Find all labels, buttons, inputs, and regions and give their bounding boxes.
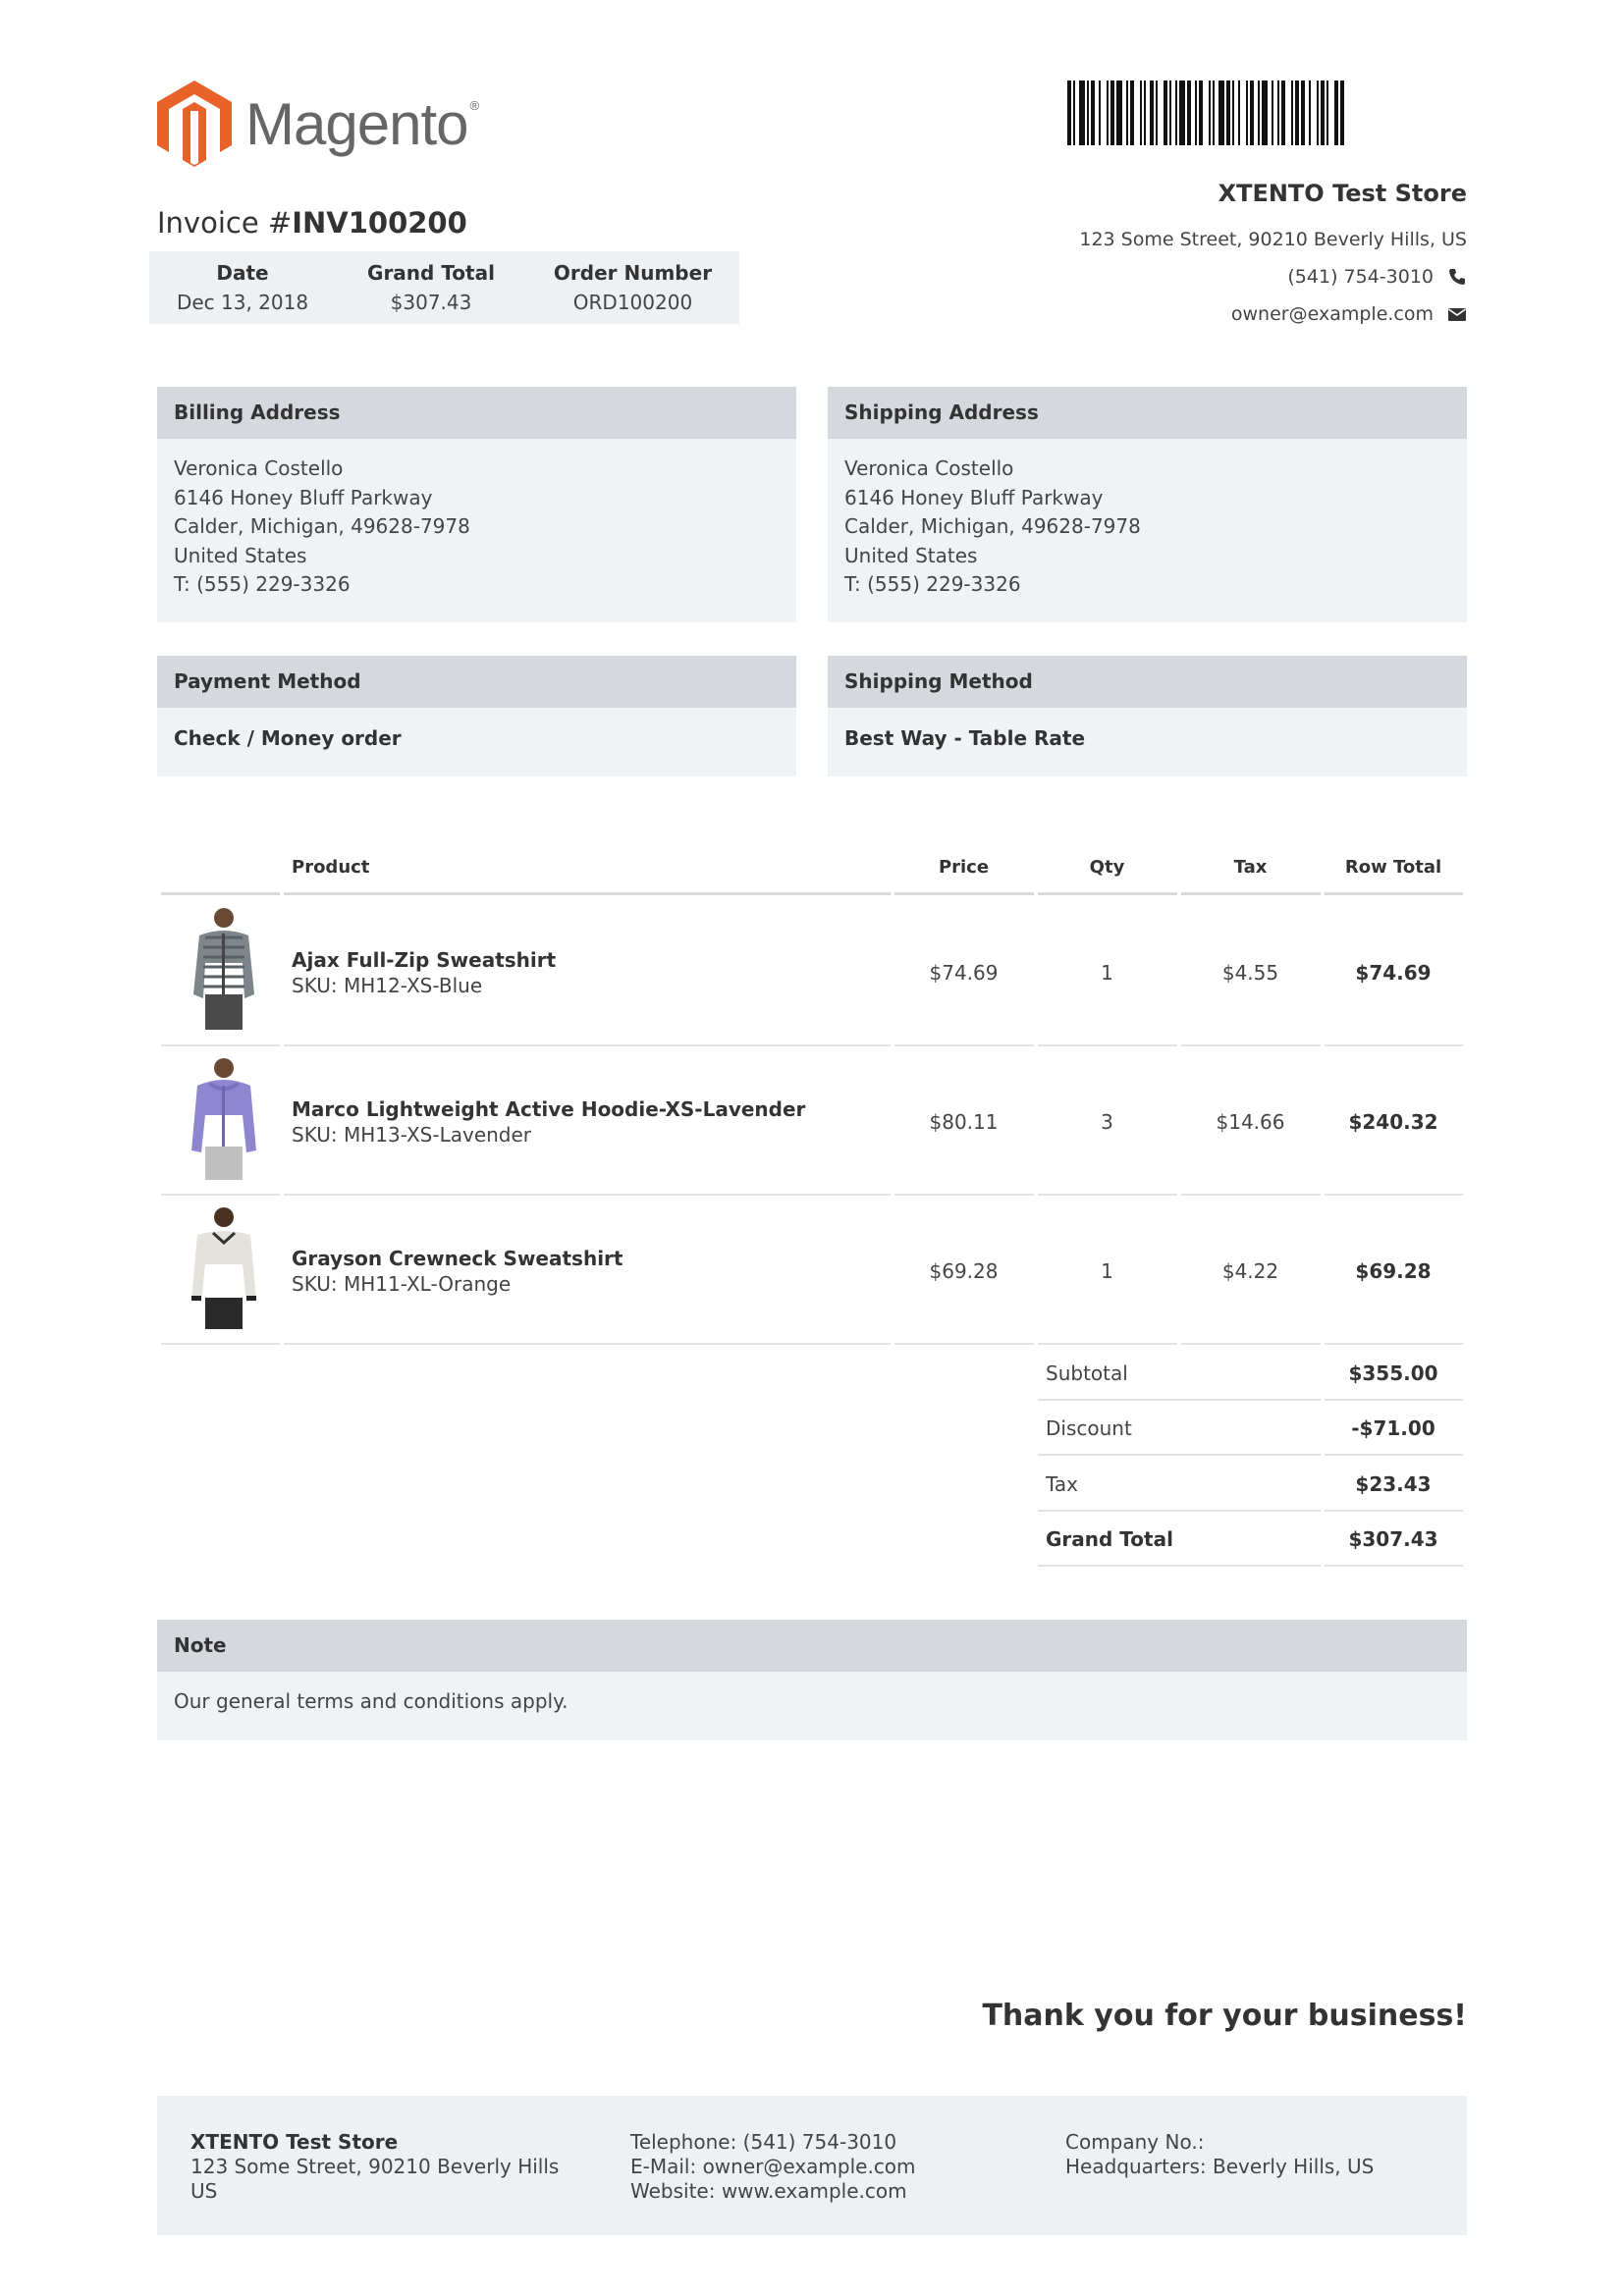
header-divider bbox=[894, 892, 1034, 895]
product-price: $69.28 bbox=[929, 1259, 999, 1283]
header-divider bbox=[161, 892, 280, 895]
footer-legal: Company No.: Headquarters: Beverly Hills, US bbox=[1065, 2130, 1375, 2178]
row-divider bbox=[1181, 1044, 1321, 1046]
row-divider bbox=[1038, 1343, 1177, 1345]
subtotal-label: Subtotal bbox=[1046, 1362, 1128, 1385]
barcode-bar bbox=[1126, 80, 1128, 145]
barcode-bar bbox=[1232, 80, 1234, 145]
row-divider bbox=[284, 1044, 891, 1046]
totals-divider bbox=[1325, 1565, 1463, 1567]
barcode-bar bbox=[1238, 80, 1240, 145]
footer-contact: Telephone: (541) 754-3010 E-Mail: owner@example.com Website: www.example.com bbox=[630, 2130, 916, 2203]
barcode-bar bbox=[1140, 80, 1142, 145]
barcode-bar bbox=[1156, 80, 1158, 145]
barcode-bar bbox=[1281, 80, 1285, 145]
totals-divider bbox=[1325, 1399, 1463, 1401]
barcode-bar bbox=[1321, 80, 1325, 145]
row-divider bbox=[1325, 1194, 1463, 1196]
barcode-bar bbox=[1099, 80, 1101, 145]
discount-value: -$71.00 bbox=[1351, 1416, 1435, 1440]
store-phone: (541) 754-3010 bbox=[1079, 258, 1467, 295]
thank-you-message: Thank you for your business! bbox=[982, 1999, 1467, 2033]
shipping-address-body: Veronica Costello 6146 Honey Bluff Parkway Calder, Michigan, 49628-7978 United States T: (555) 229-3326 bbox=[844, 456, 1141, 596]
col-header-qty: Qty bbox=[1089, 857, 1125, 878]
totals-divider bbox=[1038, 1454, 1321, 1456]
header-divider bbox=[284, 892, 891, 895]
header-divider bbox=[1181, 892, 1321, 895]
payment-method-value: Check / Money order bbox=[174, 726, 402, 750]
totals-divider bbox=[1038, 1510, 1321, 1512]
store-name: XTENTO Test Store bbox=[1218, 180, 1467, 207]
barcode-bar bbox=[1258, 80, 1260, 145]
row-divider bbox=[1181, 1194, 1321, 1196]
logo-wordmark: Magento ® bbox=[245, 90, 479, 157]
product-name: Marco Lightweight Active Hoodie-XS-Lavender bbox=[292, 1097, 806, 1121]
row-divider bbox=[894, 1044, 1034, 1046]
barcode-bar bbox=[1169, 80, 1171, 145]
barcode-bar bbox=[1087, 80, 1089, 145]
barcode-bar bbox=[1150, 80, 1154, 145]
shipping-method-heading: Shipping Method bbox=[828, 656, 1467, 708]
barcode-bar bbox=[1334, 80, 1338, 145]
header-divider bbox=[1325, 892, 1463, 895]
barcode-bar bbox=[1317, 80, 1319, 145]
store-address: 123 Some Street, 90210 Beverly Hills, US bbox=[1079, 229, 1467, 250]
product-row-total: $240.32 bbox=[1348, 1110, 1438, 1134]
totals-divider bbox=[1038, 1565, 1321, 1567]
magento-logo-icon bbox=[157, 80, 232, 167]
shipping-method-panel bbox=[828, 656, 1467, 776]
barcode-bar bbox=[1164, 80, 1167, 145]
row-divider bbox=[161, 1343, 280, 1345]
barcode-bar bbox=[1110, 80, 1114, 145]
barcode-bar bbox=[1326, 80, 1328, 145]
barcode-bar bbox=[1073, 80, 1075, 145]
product-qty: 1 bbox=[1101, 961, 1113, 985]
barcode-bar bbox=[1175, 80, 1177, 145]
totals-divider bbox=[1038, 1399, 1321, 1401]
note-panel bbox=[157, 1620, 1467, 1740]
barcode-bar bbox=[1209, 80, 1211, 145]
store-info bbox=[1079, 180, 1467, 333]
product-sku: SKU: MH11-XL-Orange bbox=[292, 1272, 512, 1296]
row-divider bbox=[1038, 1194, 1177, 1196]
note-heading: Note bbox=[157, 1620, 1467, 1672]
product-name: Grayson Crewneck Sweatshirt bbox=[292, 1247, 623, 1270]
col-header-price: Price bbox=[938, 857, 990, 878]
col-header-row-total: Row Total bbox=[1344, 857, 1442, 878]
col-header-tax: Tax bbox=[1233, 857, 1268, 878]
magento-logo bbox=[157, 80, 478, 167]
product-qty: 1 bbox=[1101, 1259, 1113, 1283]
grand-total-label: Grand Total bbox=[1046, 1527, 1173, 1551]
product-tax: $4.22 bbox=[1221, 1259, 1279, 1283]
meta-date: Date Dec 13, 2018 bbox=[176, 261, 309, 314]
product-row-total: $69.28 bbox=[1355, 1259, 1432, 1283]
meta-grand-total: Grand Total $307.43 bbox=[367, 261, 495, 314]
barcode-bar bbox=[1291, 80, 1293, 145]
payment-method-panel bbox=[157, 656, 796, 776]
barcode-bar bbox=[1218, 80, 1224, 145]
totals-divider bbox=[1325, 1510, 1463, 1512]
barcode-bar bbox=[1091, 80, 1095, 145]
billing-address-panel bbox=[157, 387, 796, 622]
barcode-bar bbox=[1144, 80, 1146, 145]
barcode-bar bbox=[1246, 80, 1248, 145]
barcode-bar bbox=[1107, 80, 1109, 145]
note-text: Our general terms and conditions apply. bbox=[174, 1689, 568, 1713]
tax-total-value: $23.43 bbox=[1355, 1472, 1432, 1496]
row-divider bbox=[161, 1044, 280, 1046]
barcode-bar bbox=[1277, 80, 1279, 145]
col-header-product: Product bbox=[292, 857, 370, 878]
barcode-bar bbox=[1187, 80, 1191, 145]
product-name: Ajax Full-Zip Sweatshirt bbox=[292, 948, 557, 972]
invoice-title: Invoice #INV100200 bbox=[157, 206, 467, 240]
subtotal-value: $355.00 bbox=[1348, 1362, 1438, 1385]
row-divider bbox=[894, 1343, 1034, 1345]
product-price: $74.69 bbox=[929, 961, 999, 985]
envelope-icon bbox=[1447, 304, 1467, 324]
barcode-bar bbox=[1309, 80, 1311, 145]
footer-company: XTENTO Test Store 123 Some Street, 90210 Beverly Hills US bbox=[190, 2130, 560, 2203]
payment-method-heading: Payment Method bbox=[157, 656, 796, 708]
product-tax: $14.66 bbox=[1216, 1110, 1285, 1134]
barcode-bar bbox=[1213, 80, 1215, 145]
shipping-address-panel bbox=[828, 387, 1467, 622]
tax-total-label: Tax bbox=[1046, 1472, 1078, 1496]
barcode bbox=[1067, 80, 1442, 145]
barcode-bar bbox=[1262, 80, 1268, 145]
barcode-bar bbox=[1272, 80, 1273, 145]
barcode-bar bbox=[1195, 80, 1197, 145]
row-divider bbox=[1325, 1044, 1463, 1046]
header-divider bbox=[1038, 892, 1177, 895]
barcode-bar bbox=[1130, 80, 1134, 145]
billing-address-body: Veronica Costello 6146 Honey Bluff Parkway Calder, Michigan, 49628-7978 United States T: (555) 229-3326 bbox=[174, 456, 470, 596]
totals-divider bbox=[1325, 1454, 1463, 1456]
shipping-address-heading: Shipping Address bbox=[828, 387, 1467, 439]
grand-total-value: $307.43 bbox=[1348, 1527, 1438, 1551]
row-divider bbox=[161, 1194, 280, 1196]
barcode-bar bbox=[1301, 80, 1305, 145]
row-divider bbox=[284, 1194, 891, 1196]
product-sku: SKU: MH13-XS-Lavender bbox=[292, 1123, 532, 1147]
barcode-bar bbox=[1199, 80, 1203, 145]
meta-order-number: Order Number ORD100200 bbox=[553, 261, 713, 314]
product-image-grayson-sweatshirt bbox=[180, 1203, 268, 1337]
product-row-total: $74.69 bbox=[1355, 961, 1432, 985]
discount-label: Discount bbox=[1046, 1416, 1132, 1440]
product-image-marco-hoodie bbox=[180, 1054, 268, 1188]
barcode-bar bbox=[1116, 80, 1122, 145]
barcode-bar bbox=[1079, 80, 1085, 145]
row-divider bbox=[1181, 1343, 1321, 1345]
row-divider bbox=[894, 1194, 1034, 1196]
row-divider bbox=[1325, 1343, 1463, 1345]
footer bbox=[157, 2096, 1467, 2235]
barcode-bar bbox=[1340, 80, 1344, 145]
billing-address-heading: Billing Address bbox=[157, 387, 796, 439]
barcode-bar bbox=[1067, 80, 1071, 145]
product-tax: $4.55 bbox=[1221, 961, 1279, 985]
barcode-bar bbox=[1226, 80, 1230, 145]
row-divider bbox=[1038, 1044, 1177, 1046]
barcode-bar bbox=[1179, 80, 1185, 145]
store-email: owner@example.com bbox=[1079, 295, 1467, 333]
barcode-bar bbox=[1295, 80, 1299, 145]
invoice-meta bbox=[149, 251, 739, 324]
barcode-bar bbox=[1250, 80, 1254, 145]
row-divider bbox=[284, 1343, 891, 1345]
product-price: $80.11 bbox=[929, 1110, 999, 1134]
product-image-ajax-sweatshirt bbox=[180, 904, 268, 1038]
phone-icon bbox=[1447, 267, 1467, 287]
product-sku: SKU: MH12-XS-Blue bbox=[292, 974, 483, 997]
product-qty: 3 bbox=[1101, 1110, 1113, 1134]
shipping-method-value: Best Way - Table Rate bbox=[844, 726, 1086, 750]
